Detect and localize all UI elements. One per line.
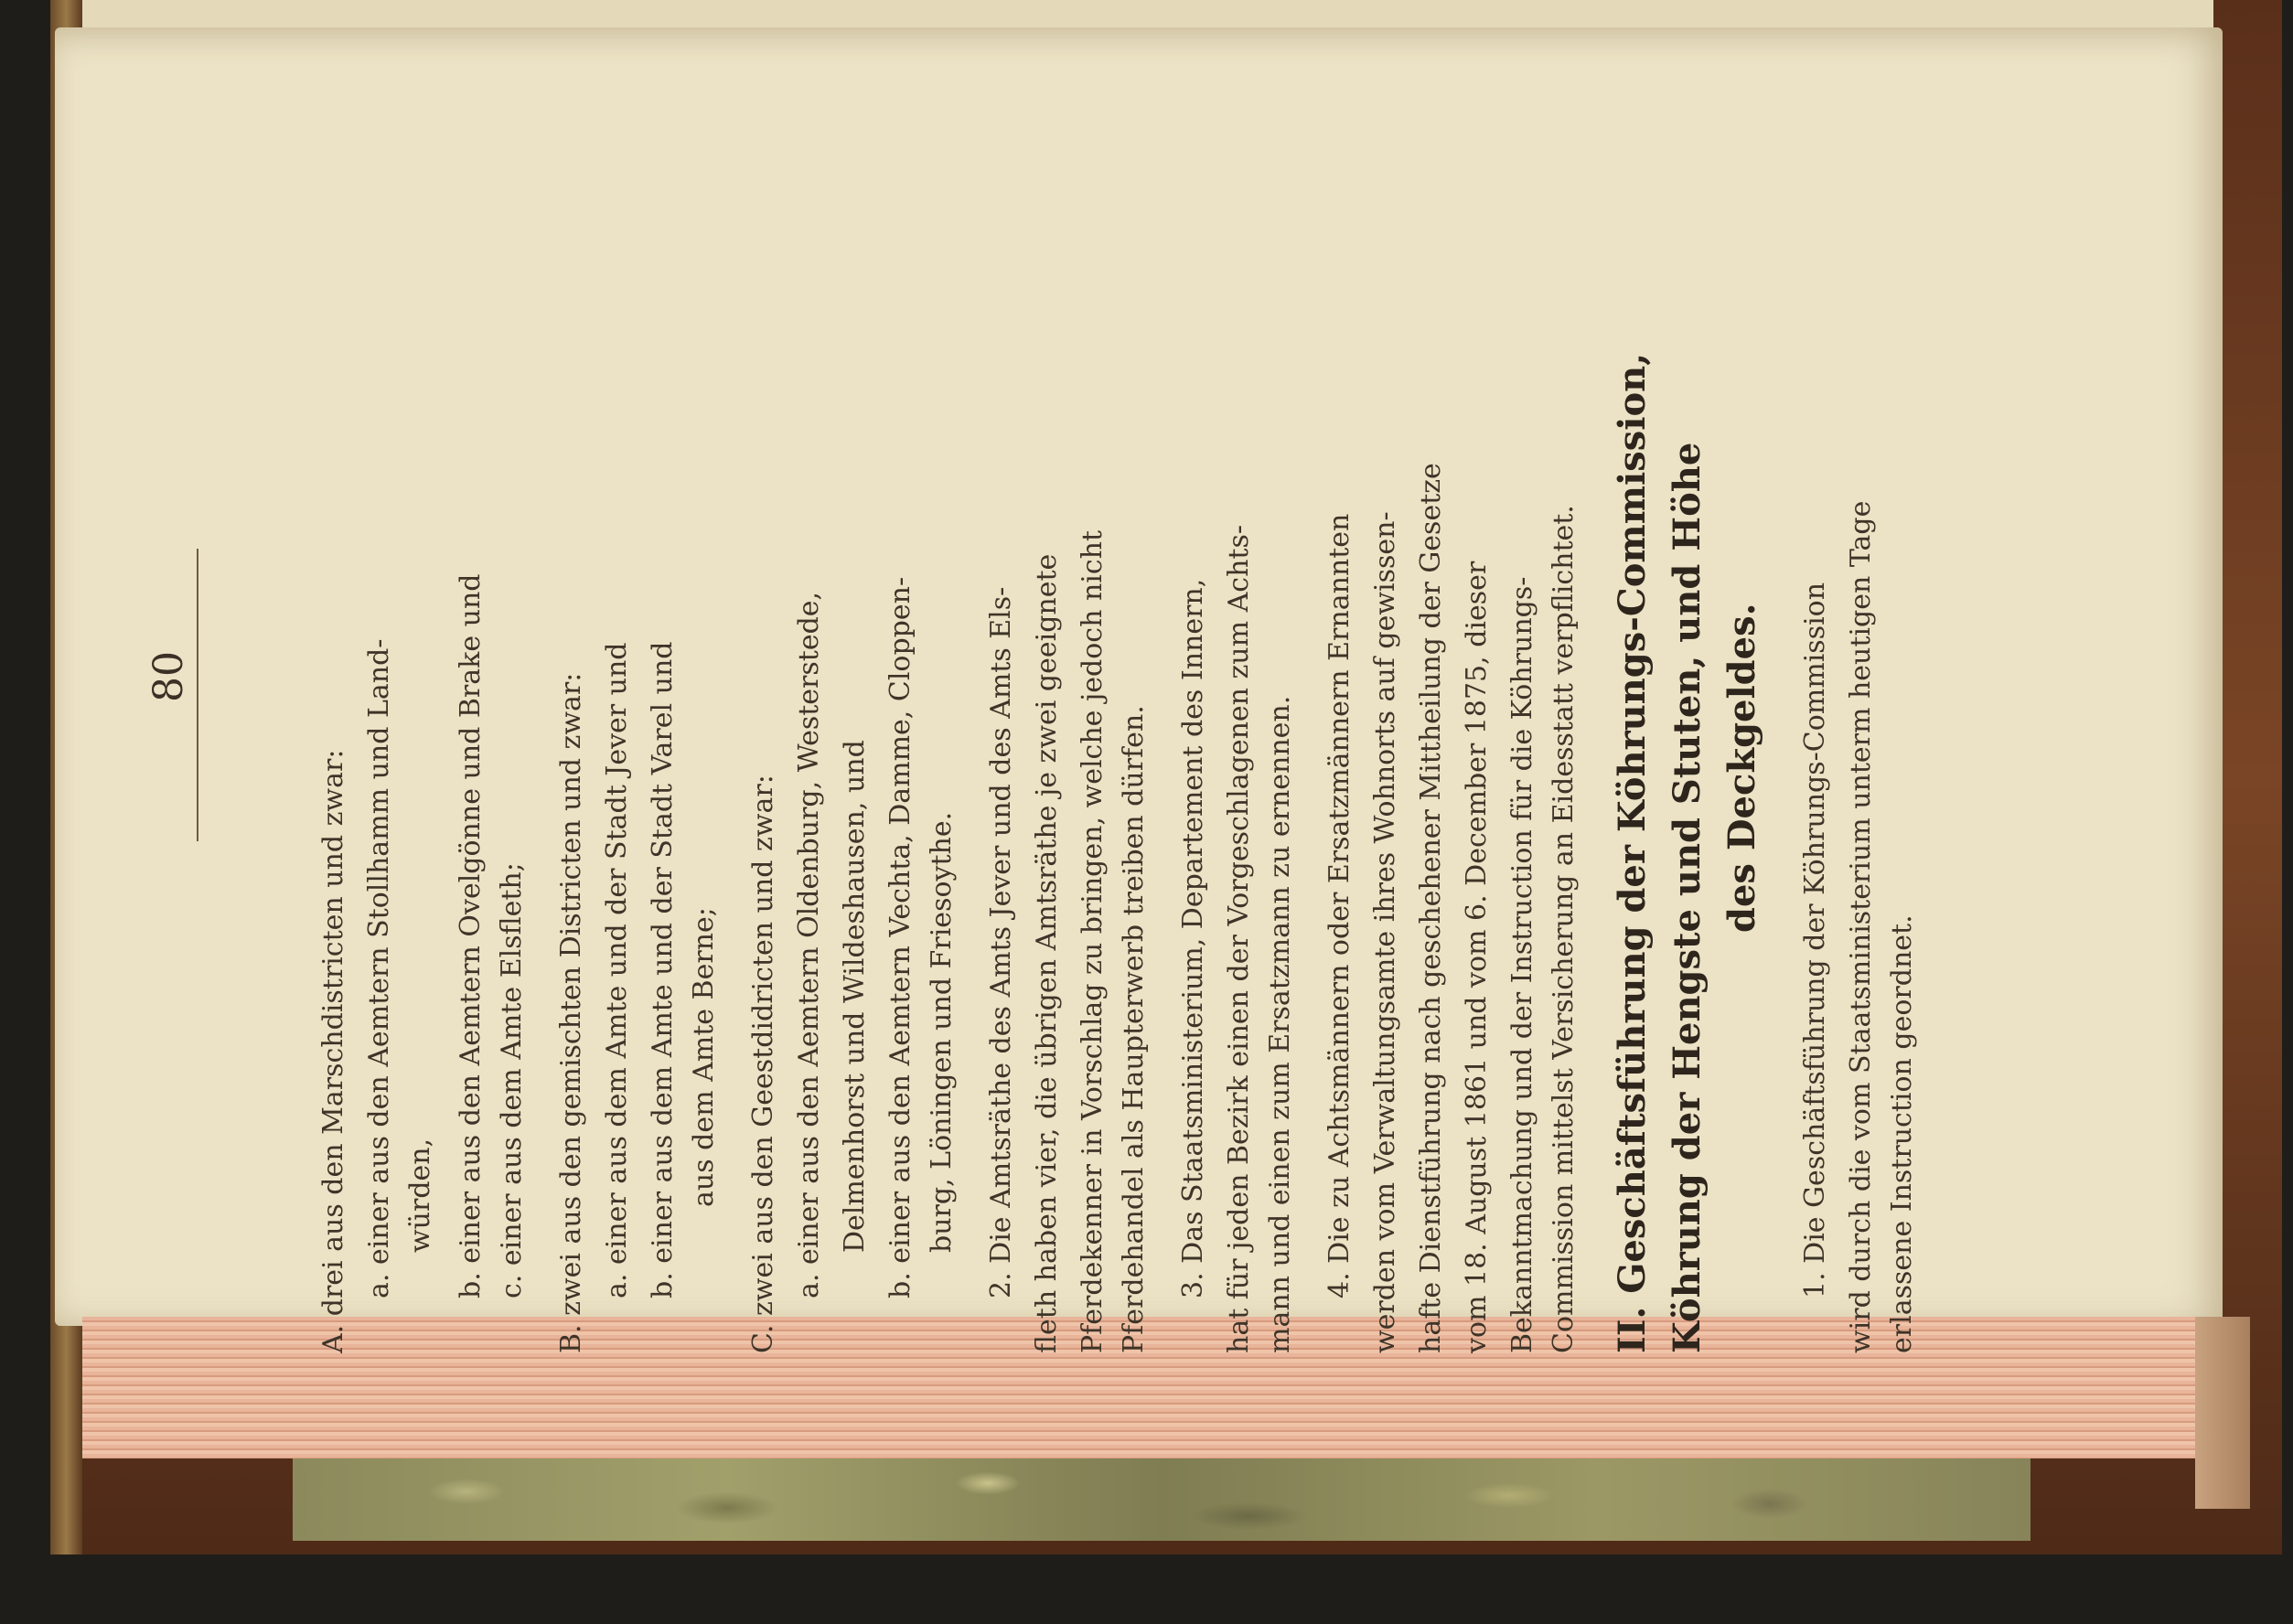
section-heading: des Deckgeldes. <box>1720 603 1763 933</box>
text-line: Commission mittelst Versicherung an Eidesstatt verpflichtet. <box>1548 505 1580 1353</box>
text-line: fleth haben vier, die übrigen Amtsräthe je zwei geeignete <box>1031 553 1063 1353</box>
text-line: Pferdehandel als Haupterwerb treiben dürfen. <box>1118 705 1150 1353</box>
text-line: erlassene Instruction geordnet. <box>1886 914 1918 1353</box>
header-rule <box>197 549 198 841</box>
page-text-rotated <box>145 73 2003 1353</box>
page-number: 80 <box>145 651 192 702</box>
text-line: mann und einen zum Ersatzmann zu ernennen. <box>1264 695 1296 1353</box>
previous-page-edge <box>82 0 2213 28</box>
text-line: a. einer aus den Aemtern Stollhamm und Land- <box>363 638 395 1298</box>
text-line: 3. Das Staatsministerium, Departement des Innern, <box>1177 578 1209 1298</box>
text-line: Pferdekenner in Vorschlag zu bringen, welche jedoch nicht <box>1077 529 1109 1353</box>
text-line: vom 18. August 1861 und vom 6. December 1875, dieser <box>1461 561 1493 1353</box>
text-line: b. einer aus den Aemtern Vechta, Damme, Cloppen- <box>884 576 916 1298</box>
text-line: 2. Die Amtsräthe des Amts Jever und des Amts Els- <box>985 586 1017 1298</box>
text-line: aus dem Amte Berne; <box>688 907 720 1207</box>
text-line: werden vom Verwaltungsamte ihres Wohnorts auf gewissen- <box>1369 511 1401 1353</box>
section-heading: II. Geschäftsführung der Köhrungs-Commission, <box>1611 352 1654 1353</box>
text-line: würden, <box>404 1138 436 1253</box>
text-line: 1. Die Geschäftsführung der Köhrungs-Commission <box>1799 582 1831 1298</box>
text-line: Delmenhorst und Wildeshausen, und <box>839 740 871 1253</box>
text-line: c. einer aus dem Amte Elsfleth; <box>496 862 528 1298</box>
text-line: a. einer aus den Aemtern Oldenburg, Westerstede, <box>793 591 825 1298</box>
text-line: C. zwei aus den Geestdidricten und zwar: <box>747 775 779 1353</box>
text-line: B. zwei aus den gemischten Districten und zwar: <box>555 672 587 1353</box>
text-line: Bekanntmachung und der Instruction für die Köhrungs- <box>1506 576 1538 1353</box>
text-line: b. einer aus den Aemtern Ovelgönne und Brake und <box>455 573 487 1298</box>
text-line: a. einer aus dem Amte und der Stadt Jever und <box>601 642 633 1298</box>
page-corner <box>2195 1317 2250 1509</box>
text-line: b. einer aus dem Amte und der Stadt Varel und <box>647 641 679 1298</box>
text-line: hafte Dienstführung nach geschehener Mittheilung der Gesetze <box>1415 463 1447 1353</box>
text-line: A. drei aus den Marschdistricten und zwar: <box>317 749 349 1353</box>
text-line: hat für jeden Bezirk einen der Vorgeschlagenen zum Achts- <box>1223 525 1255 1353</box>
section-heading: Köhrung der Hengste und Stuten, und Höhe <box>1666 442 1709 1353</box>
text-line: 4. Die zu Achtsmännern oder Ersatzmännern Ernannten <box>1323 513 1355 1298</box>
text-line: burg, Löningen und Friesoythe. <box>926 811 958 1253</box>
marbled-endpaper <box>293 1458 2030 1541</box>
text-line: wird durch die vom Staatsministerium unterm heutigen Tage <box>1845 500 1877 1353</box>
